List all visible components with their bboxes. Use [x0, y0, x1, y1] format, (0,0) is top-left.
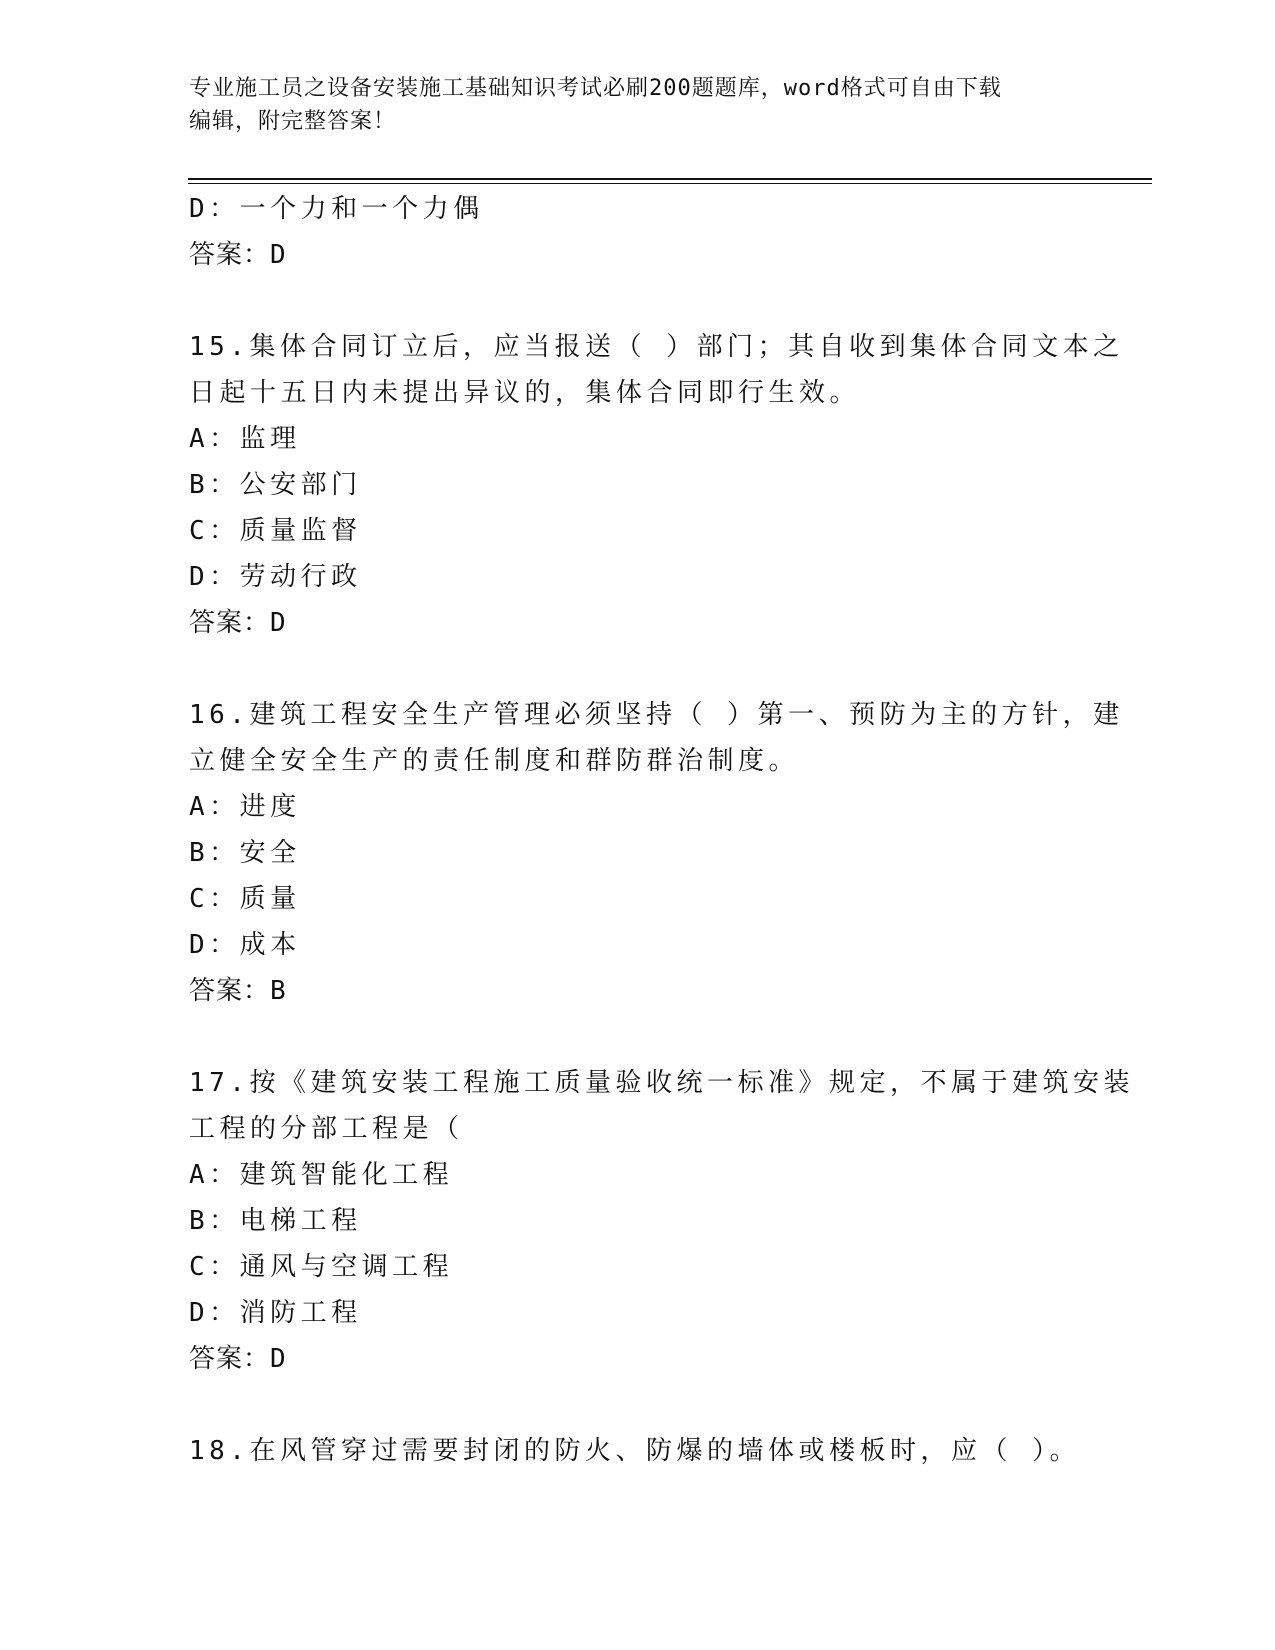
option-b: B：电梯工程 — [189, 1206, 362, 1236]
spacer — [189, 646, 1089, 692]
answer: 答案：D — [189, 608, 287, 638]
header-title-line-2: 编辑，附完整答案！ — [189, 109, 397, 134]
spacer — [189, 278, 1089, 324]
question-stem: 18.在风管穿过需要封闭的防火、防爆的墙体或楼板时，应（ ）。 — [189, 1436, 1081, 1466]
option-d: D：消防工程 — [189, 1298, 362, 1328]
question-stem: 16.建筑工程安全生产管理必须坚持（ ）第一、预防为主的方针，建 — [189, 700, 1124, 730]
option-a: A：建筑智能化工程 — [189, 1160, 454, 1190]
header-title-line-1: 专业施工员之设备安装施工基础知识考试必刷200题题库，word格式可自由下载 — [189, 76, 1002, 101]
option-c: C：质量 — [189, 884, 301, 914]
spacer — [189, 1382, 1089, 1428]
option-d: D：一个力和一个力偶 — [189, 194, 484, 224]
option-a: A：进度 — [189, 792, 301, 822]
question-stem: 工程的分部工程是（ — [189, 1114, 464, 1144]
option-c: C：通风与空调工程 — [189, 1252, 454, 1282]
question-15 — [189, 324, 1124, 646]
option-a: A：监理 — [189, 424, 301, 454]
option-d: D：劳动行政 — [189, 562, 362, 592]
answer: 答案：D — [189, 1344, 287, 1374]
question-stem: 立健全安全生产的责任制度和群防群治制度。 — [189, 746, 800, 776]
question-stem: 15.集体合同订立后，应当报送（ ）部门；其自收到集体合同文本之 — [189, 332, 1124, 362]
question-17 — [189, 1060, 1134, 1382]
question-stem: 日起十五日内未提出异议的，集体合同即行生效。 — [189, 378, 861, 408]
option-c: C：质量监督 — [189, 516, 362, 546]
question-16 — [189, 692, 1124, 1014]
option-b: B：公安部门 — [189, 470, 362, 500]
question-list — [189, 186, 1134, 1474]
question-prev — [189, 186, 1089, 278]
option-b: B：安全 — [189, 838, 301, 868]
answer: 答案：B — [189, 976, 287, 1006]
header-divider-thick — [188, 178, 1152, 180]
question-stem: 17.按《建筑安装工程施工质量验收统一标准》规定，不属于建筑安装 — [189, 1068, 1134, 1098]
question-18 — [189, 1428, 1089, 1474]
option-d: D：成本 — [189, 930, 301, 960]
header-divider-thin — [188, 183, 1152, 184]
document-header — [189, 72, 1069, 138]
spacer — [189, 1014, 1089, 1060]
answer: 答案：D — [189, 240, 287, 270]
